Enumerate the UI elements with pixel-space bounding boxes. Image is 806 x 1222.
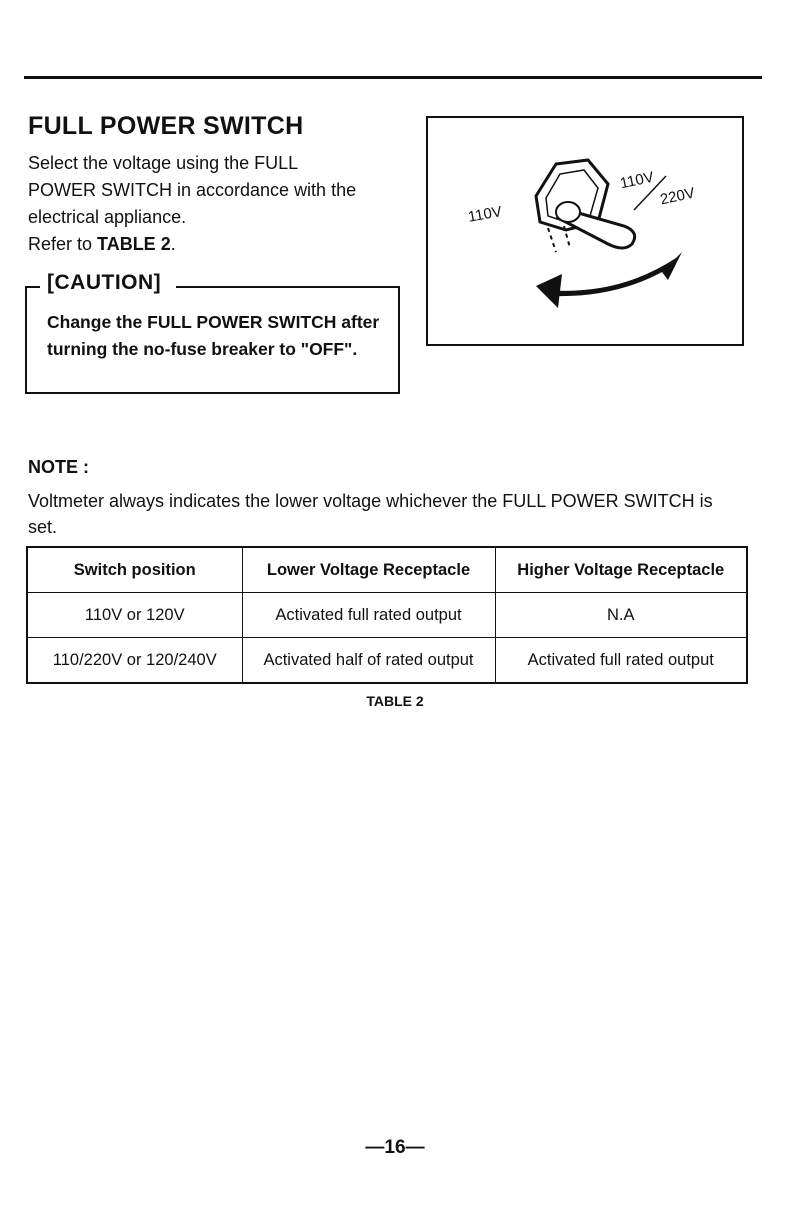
toggle-switch-illustration [428,118,746,348]
header-lower-voltage: Lower Voltage Receptacle [242,547,495,593]
refer-line [28,231,408,258]
label-220v-right: 220V [658,184,697,209]
caution-label: [CAUTION] [47,271,162,294]
table-cell: Activated full rated output [242,593,495,638]
table-cell: 110V or 120V [27,593,242,638]
refer-prefix: Refer to [28,234,98,254]
table-cell: 110/220V or 120/240V [27,638,242,684]
switch-figure [426,116,744,346]
page-number-value: 16 [384,1137,406,1158]
page-number: —16— [365,1137,425,1158]
top-rule [24,76,762,79]
intro-line: Select the voltage using the FULL [28,153,299,173]
table-cell: Activated half of rated output [242,638,495,684]
table-cell: N.A [495,593,747,638]
curved-arrow-icon [546,252,682,296]
intro-paragraph [28,150,408,258]
table-caption: TABLE 2 [366,693,424,709]
header-switch-position: Switch position [27,547,242,593]
table-row [27,638,747,684]
table-header-row [27,547,747,593]
note-heading: NOTE : [28,457,89,477]
caution-rule-right [176,286,398,288]
intro-line: electrical appliance. [28,207,187,227]
table-cell: Activated full rated output [495,638,747,684]
label-110v-right: 110V [618,168,656,193]
table-row [27,593,747,638]
refer-suffix: . [170,234,176,254]
section-title: FULL POWER SWITCH [28,112,304,140]
refer-table-ref: TABLE 2 [97,234,171,254]
caution-rule-left [25,286,40,288]
caution-text: Change the FULL POWER SWITCH after turning the no-fuse breaker to "OFF". [47,312,380,359]
intro-line: POWER SWITCH in accordance with the [28,180,357,200]
header-higher-voltage: Higher Voltage Receptacle [495,547,747,593]
note-text: Voltmeter always indicates the lower voltage whichever the FULL POWER SWITCH is set. [28,491,713,537]
switch-position-table [26,546,748,684]
label-110v-left: 110V [466,203,504,226]
